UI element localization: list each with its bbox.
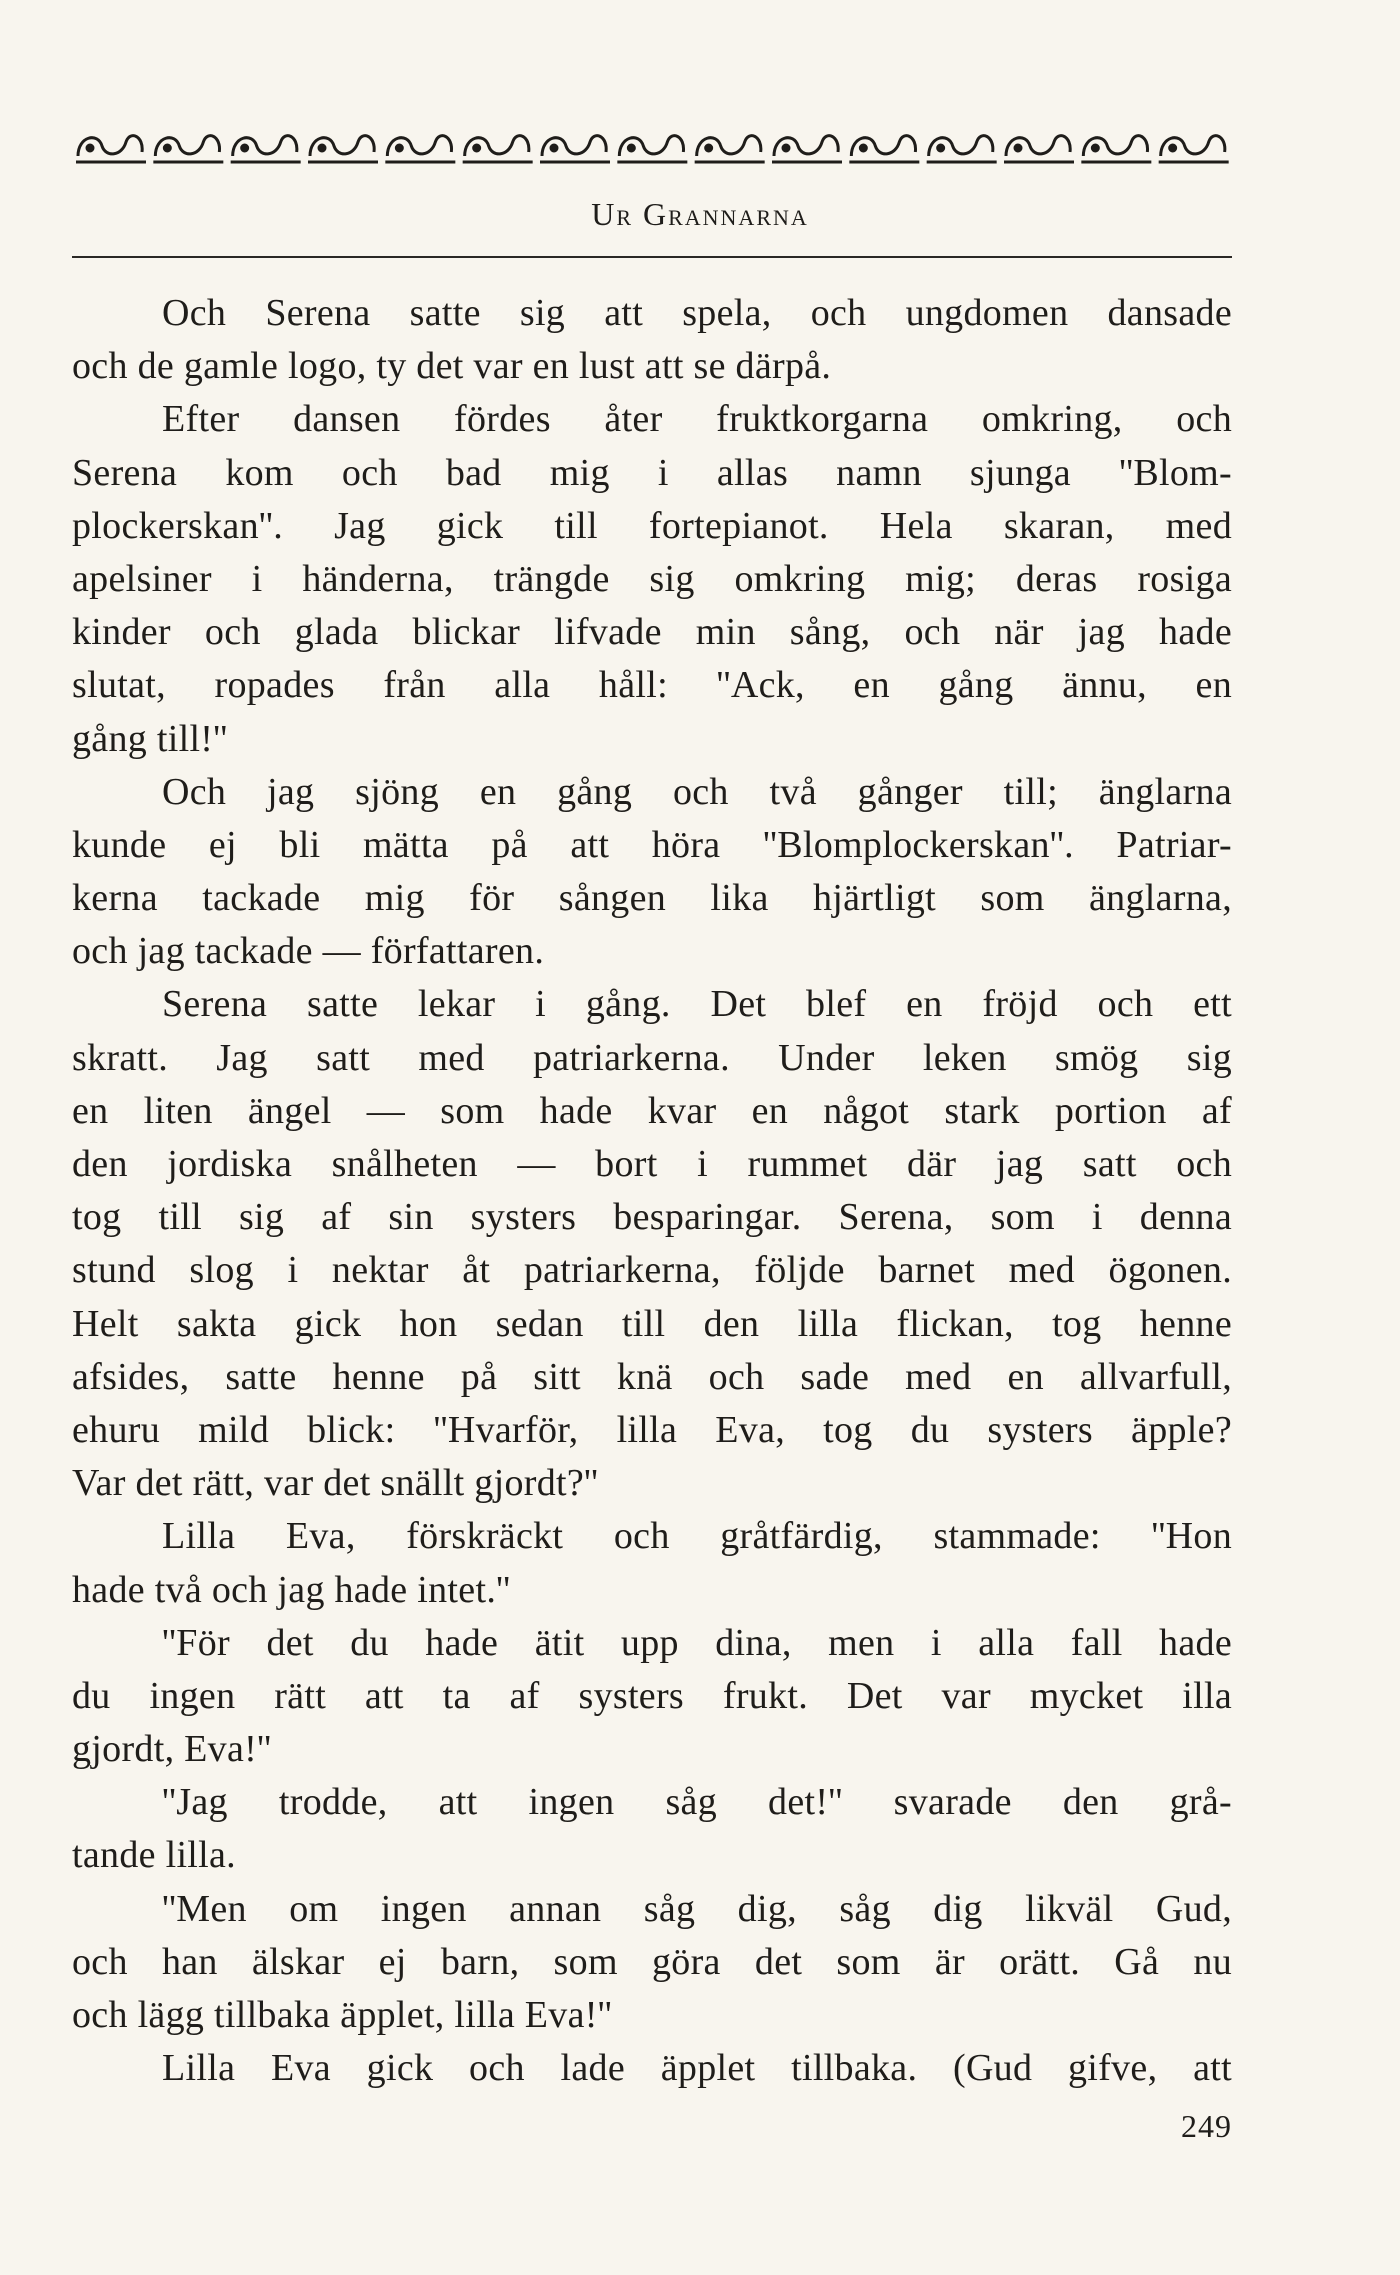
text-line: kunde ej bli mätta på att höra ''Blomplockerskan''. Patriar-: [72, 823, 1232, 866]
text-line: och lägg tillbaka äpplet, lilla Eva!'': [72, 1994, 613, 2036]
text-line: och de gamle logo, ty det var en lust att se därpå.: [72, 345, 832, 388]
text-line: skratt. Jag satt med patriarkerna. Under leken smög sig: [72, 1036, 1232, 1079]
text-line: Var det rätt, var det snällt gjordt?'': [72, 1462, 599, 1505]
header-rule: [72, 256, 1232, 258]
text-line: ''Jag trodde, att ingen såg det!'' svarade den grå-: [162, 1781, 1232, 1824]
text-line: afsides, satte henne på sitt knä och sade med en allvarfull,: [72, 1355, 1232, 1398]
ornament-dot: [1170, 145, 1176, 151]
text-line: apelsiner i händerna, trängde sig omkring mig; deras rosiga: [72, 557, 1232, 600]
text-line: stund slog i nektar åt patriarkerna, följde barnet med ögonen.: [72, 1249, 1232, 1292]
ornament-dot: [164, 145, 170, 151]
ornament-dot: [87, 145, 93, 151]
running-head: Ur Grannarna: [591, 196, 809, 232]
text-line: en liten ängel — som hade kvar en något stark portion af: [72, 1089, 1232, 1132]
text-line: den jordiska snålheten — bort i rummet där jag satt och: [72, 1143, 1232, 1185]
text-line: Lilla Eva, förskräckt och gråtfärdig, stammade: ''Hon: [162, 1515, 1232, 1558]
text-line: gjordt, Eva!'': [72, 1728, 272, 1771]
text-line: Och jag sjöng en gång och två gånger till; änglarna: [162, 770, 1232, 813]
text-line: slutat, ropades från alla håll: ''Ack, en gång ännu, en: [72, 664, 1232, 707]
text-line: ''Men om ingen annan såg dig, såg dig likväl Gud,: [162, 1887, 1232, 1930]
decorative-header-border: [72, 122, 1232, 174]
ornament-dot: [783, 145, 789, 151]
ornament-dot: [551, 145, 557, 151]
ornament-dot: [938, 145, 944, 151]
text-line: tog till sig af sin systers besparingar. Serena, som i denna: [72, 1196, 1232, 1239]
text-line: gång till!'': [72, 717, 228, 760]
text-line: plockerskan''. Jag gick till fortepianot. Hela skaran, med: [72, 504, 1232, 547]
text-line: och jag tackade — författaren.: [72, 930, 545, 973]
text-line: du ingen rätt att ta af systers frukt. Det var mycket illa: [72, 1674, 1232, 1717]
text-line: kinder och glada blickar lifvade min sång, och när jag hade: [72, 611, 1232, 654]
body-text: [72, 287, 1232, 2095]
text-line: Serena satte lekar i gång. Det blef en fröjd och ett: [162, 983, 1232, 1026]
text-line: kerna tackade mig för sången lika hjärtligt som änglarna,: [72, 877, 1232, 920]
text-line: tande lilla.: [72, 1834, 236, 1877]
text-line: och han älskar ej barn, som göra det som är orätt. Gå nu: [72, 1940, 1232, 1983]
ornament-dot: [396, 145, 402, 151]
ornament-dot: [860, 145, 866, 151]
text-line: Helt sakta gick hon sedan till den lilla flickan, tog henne: [72, 1302, 1232, 1345]
text-line: ehuru mild blick: ''Hvarför, lilla Eva, tog du systers äpple?: [72, 1408, 1232, 1451]
ornament-dot: [628, 145, 634, 151]
ornament-dot: [1092, 145, 1098, 151]
ornament-dot: [319, 145, 325, 151]
ornament-dot: [474, 145, 480, 151]
text-line: Och Serena satte sig att spela, och ungdomen dansade: [162, 292, 1232, 334]
ornament-dot: [1015, 145, 1021, 151]
text-line: ''För det du hade ätit upp dina, men i alla fall hade: [162, 1621, 1232, 1664]
text-line: hade två och jag hade intet.'': [72, 1568, 511, 1611]
text-line: Lilla Eva gick och lade äpplet tillbaka. (Gud gifve, att: [162, 2047, 1232, 2090]
ornament-dot: [242, 145, 248, 151]
page-number: 249: [1181, 2108, 1232, 2144]
text-line: Serena kom och bad mig i allas namn sjunga ''Blom-: [72, 451, 1232, 494]
text-line: Efter dansen fördes åter fruktkorgarna omkring, och: [162, 398, 1232, 441]
ornament-dot: [706, 145, 712, 151]
